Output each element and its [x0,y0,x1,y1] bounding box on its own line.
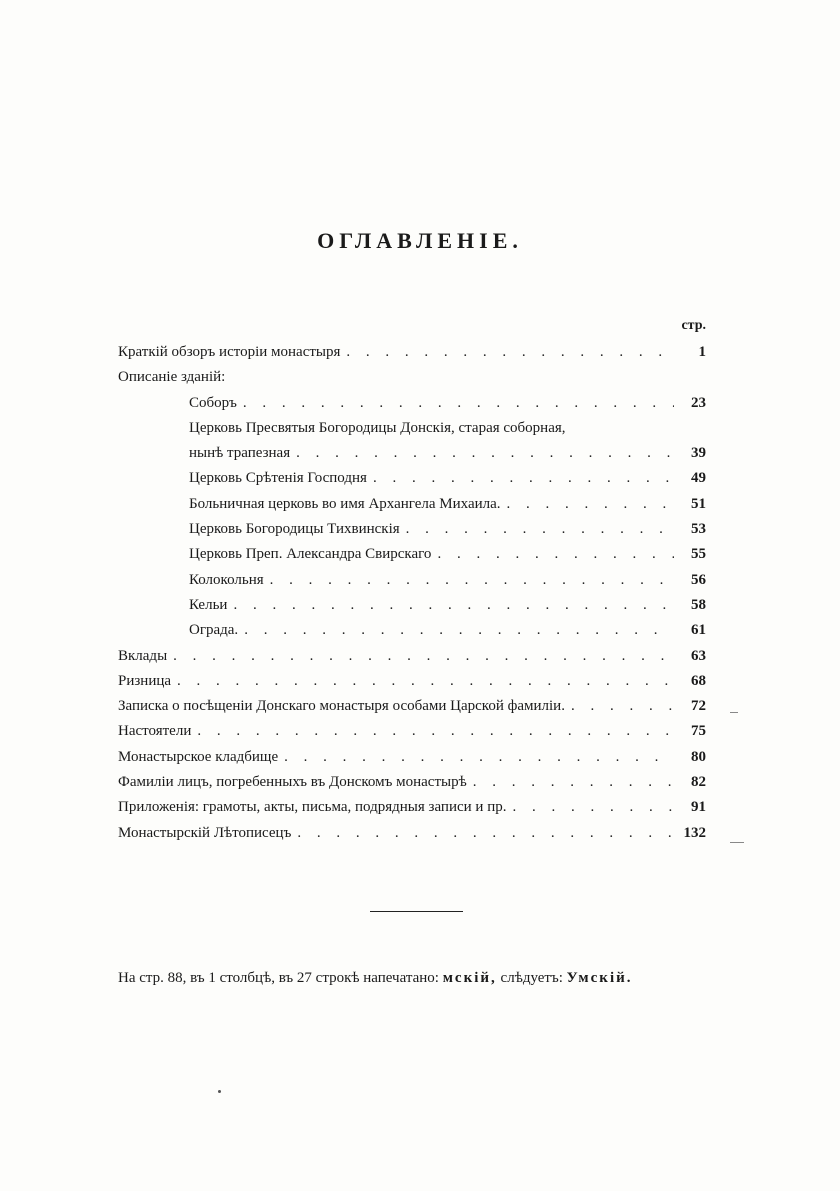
toc-entry-label: Настоятели [118,723,192,740]
divider [370,911,463,912]
toc-entry [118,365,706,390]
dot-leader [437,542,674,567]
toc-entry [118,593,706,618]
dot-leader [373,466,674,491]
toc-entry-label: Монастырское кладбище [118,748,279,765]
dot-leader [233,593,674,618]
toc-entry-page: 132 [683,824,706,841]
toc-entry [118,719,706,744]
toc-entry [118,644,706,669]
toc-entry-label: Кельи [189,596,228,613]
toc-entry-label: Вклады [118,647,168,664]
toc-entry-label: Краткій обзоръ исторіи монастыря [118,344,341,360]
toc-entry-label: Приложенія: грамоты, акты, письма, подрядныя записи и пр. [118,799,507,816]
toc-entry-page: 58 [691,596,706,613]
toc-entry-label: Фамиліи лицъ, погребенныхъ въ Донскомъ монастырѣ [118,774,467,791]
toc-entry [118,542,706,567]
toc-entry [118,669,706,694]
dot-leader [512,795,674,820]
toc-entry-label: Церковь Богородицы Тихвинскія [189,521,400,538]
dot-leader [173,644,674,669]
margin-mark [730,842,744,843]
dot-leader [284,745,674,770]
toc-entry-page: 91 [691,799,706,816]
toc-entry-page: 82 [691,774,706,791]
toc-entry [118,795,706,820]
toc-entry-label: Описаніе зданій: [118,369,226,386]
toc-entry-page: 56 [691,571,706,588]
ink-speck [218,1090,221,1093]
toc-entry [118,466,706,491]
toc-entry-label: Ризница [118,672,172,689]
toc-entry-page: 75 [691,723,706,740]
toc-entry-page: 49 [691,470,706,487]
toc-entry [118,618,706,643]
toc-entry-page: 80 [691,748,706,765]
table-of-contents [118,340,706,846]
dot-leader [243,391,674,416]
dot-leader [297,821,674,846]
toc-entry-label: Записка о посѣщеніи Донскаго монастыря особами Царской фамиліи. [118,698,565,715]
toc-entry-page: 61 [691,622,706,639]
dot-leader [346,340,674,365]
toc-entry-label: Ограда. [189,622,239,639]
toc-entry-page: 39 [691,445,706,462]
toc-entry-label: Соборъ [189,394,237,411]
toc-entry-page: 1 [698,344,706,360]
toc-entry [118,745,706,770]
dot-leader [244,618,674,643]
dot-leader [177,669,674,694]
dot-leader [507,492,674,517]
toc-entry [118,568,706,593]
toc-entry-label: Монастырскій Лѣтописецъ [118,824,292,841]
page-column-header: стр. [681,318,706,333]
toc-entry-label: Церковь Пресвятыя Богородицы Донскія, старая соборная, [189,419,566,436]
dot-leader [571,694,674,719]
toc-entry-label: Церковь Преп. Александра Свирскаго [189,546,432,563]
toc-entry [118,821,706,846]
dot-leader [270,568,674,593]
toc-entry-page: 23 [691,394,706,411]
toc-entry [118,492,706,517]
page-title: ОГЛАВЛЕНІЕ. [317,228,523,253]
toc-entry-page: 51 [691,495,706,512]
toc-entry-page: 53 [691,521,706,538]
dot-leader [473,770,674,795]
toc-entry [118,441,706,466]
toc-entry-label: Больничная церковь во имя Архангела Михаила. [189,495,501,512]
toc-entry [118,391,706,416]
dot-leader [197,719,674,744]
toc-entry-label: Церковь Срѣтенія Господня [189,470,367,487]
toc-entry-page: 55 [691,546,706,563]
toc-entry [118,770,706,795]
toc-entry-page: 63 [691,647,706,664]
dot-leader [406,517,674,542]
toc-entry [118,340,706,365]
dot-leader [296,441,674,466]
toc-entry-label: Колокольня [189,571,264,588]
errata-middle: слѣдуетъ: [500,970,563,986]
margin-mark [730,712,738,713]
errata-correct-text: Умскій. [566,970,633,986]
errata-wrong-text: мскій, [442,970,497,986]
toc-entry [118,694,706,719]
errata-note [118,970,708,987]
toc-entry [118,416,706,441]
errata-prefix: На стр. 88, въ 1 столбцѣ, въ 27 строкѣ напечатано: [118,970,439,986]
toc-entry [118,517,706,542]
toc-entry-page: 72 [691,698,706,715]
toc-entry-page: 68 [691,672,706,689]
toc-entry-label: нынѣ трапезная [189,445,291,462]
